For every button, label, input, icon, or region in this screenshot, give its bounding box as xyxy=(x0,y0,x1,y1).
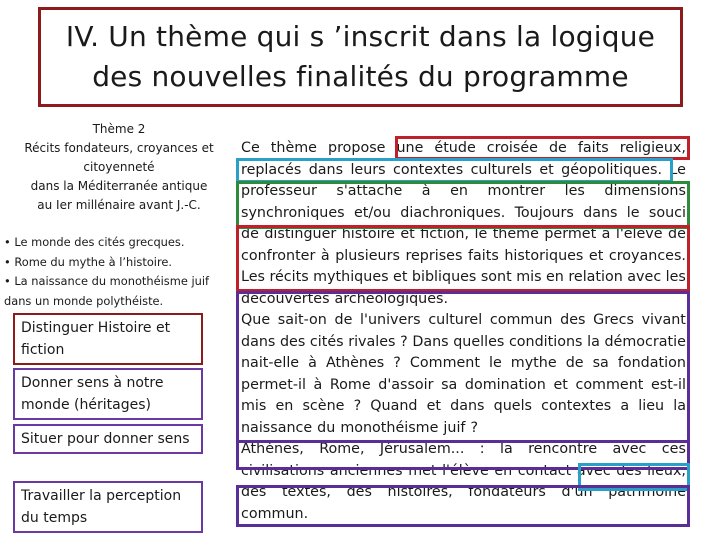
paragraph-word: l'élève xyxy=(442,462,489,479)
objective-box-situate: Situer pour donner sens xyxy=(13,424,203,454)
paragraph-word: historiques xyxy=(504,247,584,264)
paragraph-word: reprises xyxy=(405,247,463,264)
paragraph-word: mythe xyxy=(510,355,557,371)
paragraph-word: de xyxy=(548,140,567,156)
bullet-item: • Rome du mythe à l’histoire. xyxy=(4,254,173,269)
paragraph-word: en xyxy=(275,398,294,414)
theme-heading xyxy=(0,120,238,215)
paragraph-word: fondation xyxy=(617,355,686,371)
paragraph-word: contact xyxy=(517,462,572,479)
theme-title-line: Récits fondateurs, croyances et xyxy=(24,141,214,155)
paragraph-word: a xyxy=(620,398,630,414)
paragraph-word: met xyxy=(408,462,437,479)
paragraph-word: à xyxy=(601,226,611,242)
objective-box-heritage: Donner sens à notre monde (héritages) xyxy=(13,368,203,420)
paragraph-line xyxy=(241,482,686,504)
paragraph-word: Le xyxy=(669,161,686,178)
paragraph-word: dimensions xyxy=(604,183,686,199)
paragraph-line xyxy=(241,203,686,225)
paragraph-word: des xyxy=(560,312,586,328)
paragraph-word: montrer xyxy=(487,183,546,199)
paragraph-word: à xyxy=(313,376,323,393)
paragraph-word: de xyxy=(565,355,584,371)
theme-title-line: dans la Méditerranée antique xyxy=(30,179,208,193)
paragraph-word: avec xyxy=(612,441,647,457)
paragraph-word: lieu xyxy=(638,398,665,414)
paragraph-word: s'attache xyxy=(336,183,403,199)
paragraph-word: croisée xyxy=(486,140,538,156)
paragraph-word: de xyxy=(334,312,353,328)
paragraph-word: rivales xyxy=(348,333,396,350)
paragraph-line xyxy=(241,181,686,203)
theme-number: Thème 2 xyxy=(92,122,146,136)
paragraph-word: de xyxy=(241,226,259,242)
paragraph-line xyxy=(241,332,686,354)
paragraph-word: en xyxy=(450,183,468,199)
paragraph-word: ? xyxy=(393,355,401,371)
paragraph-line xyxy=(241,396,686,418)
paragraph-word: Rome, xyxy=(319,441,365,457)
paragraph-word: Jérusalem... xyxy=(379,441,465,457)
paragraph-word: à xyxy=(421,183,431,199)
paragraph-line xyxy=(241,246,686,268)
paragraph-word: et xyxy=(588,247,604,264)
paragraph-word: sont xyxy=(480,269,512,285)
paragraph-word: fondateurs xyxy=(468,484,546,500)
bullet-item-continuation: dans un monde polythéiste. xyxy=(4,293,164,308)
paragraph-word: est-il xyxy=(650,376,686,393)
paragraph-word: croyances. xyxy=(608,247,686,264)
paragraph-word: et/ou xyxy=(353,204,391,221)
paragraph-word: mythiques xyxy=(313,269,389,285)
paragraph-word: contextes xyxy=(541,398,612,414)
objective-box-history-fiction: Distinguer Histoire et fiction xyxy=(13,313,203,365)
paragraph-word: le xyxy=(474,226,488,242)
theme-title-line: au Ier millénaire avant J.-C. xyxy=(37,198,201,212)
paragraph-word: le xyxy=(488,355,502,371)
paragraph-word: Toujours xyxy=(514,204,574,221)
paragraph-word: mis xyxy=(516,269,542,285)
paragraph-line xyxy=(241,224,686,246)
paragraph-word: culturel xyxy=(428,312,483,328)
main-paragraph xyxy=(241,138,686,525)
paragraph-line xyxy=(241,439,686,461)
paragraph-word: diachroniques. xyxy=(400,204,506,221)
objective-box-time: Travailler la perception du temps xyxy=(13,481,203,533)
bullet-item: • Le monde des cités grecques. xyxy=(4,235,185,249)
paragraph-word: lieux, xyxy=(647,462,686,479)
paragraph-word: du xyxy=(317,419,336,436)
paragraph-word: l'univers xyxy=(360,312,421,328)
paragraph-word: civilisations xyxy=(241,462,325,479)
paragraph-word: conditions xyxy=(508,333,583,350)
paragraph-word: thème xyxy=(492,226,539,242)
paragraph-word: Quand xyxy=(370,398,418,414)
paragraph-word: de xyxy=(668,226,686,242)
paragraph-word: comment xyxy=(575,376,644,393)
paragraph-word: Rome xyxy=(329,376,371,393)
paragraph-word: textes, xyxy=(281,484,331,500)
paragraph-word: commun xyxy=(489,312,553,328)
paragraph-line xyxy=(241,418,686,440)
paragraph-word: juif xyxy=(443,419,466,436)
slide-title-box xyxy=(38,7,683,107)
paragraph-word: des xyxy=(616,462,642,479)
paragraph-word: rencontre xyxy=(528,441,598,457)
paragraph-word: naissance xyxy=(241,419,313,436)
paragraph-word: et xyxy=(393,269,408,285)
paragraph-word: ? xyxy=(470,419,479,436)
paragraph-word: : xyxy=(479,441,485,457)
paragraph-word: archéologiques. xyxy=(334,290,449,307)
paragraph-word: cités xyxy=(309,333,344,350)
paragraph-word: faits xyxy=(467,247,499,264)
theme-bullet-list xyxy=(4,233,240,311)
paragraph-word: religieux, xyxy=(619,140,686,156)
paragraph-word: en xyxy=(546,269,564,285)
paragraph-word: sait-on xyxy=(277,312,327,328)
paragraph-word: et xyxy=(539,161,554,178)
paragraph-word: dans xyxy=(583,204,618,221)
paragraph-word: vivant xyxy=(641,312,686,328)
paragraph-line xyxy=(241,289,686,311)
paragraph-word: Comment xyxy=(409,355,480,371)
paragraph-word: des xyxy=(346,484,372,500)
paragraph-word: scène xyxy=(302,398,345,414)
paragraph-word: Que xyxy=(241,312,271,328)
paragraph-word: le xyxy=(626,204,640,221)
paragraph-word: relation xyxy=(568,269,623,285)
paragraph-word: les xyxy=(665,269,686,285)
paragraph-word: sa xyxy=(441,376,458,393)
paragraph-word: Athènes, xyxy=(241,441,304,457)
paragraph-word: la xyxy=(499,441,513,457)
paragraph-word: histoire xyxy=(341,226,395,242)
paragraph-word: quelles xyxy=(453,333,505,350)
paragraph-line xyxy=(241,461,686,483)
paragraph-word: anciennes xyxy=(329,462,403,479)
paragraph-word: ? xyxy=(400,333,408,350)
paragraph-word: découvertes xyxy=(241,290,330,307)
paragraph-word: d'un xyxy=(561,484,593,500)
slide-title-line-2: des nouvelles finalités du programme xyxy=(92,60,629,93)
paragraph-word: Dans xyxy=(412,333,449,350)
paragraph-line xyxy=(241,138,686,160)
paragraph-word: Grecs xyxy=(593,312,634,328)
paragraph-word: plusieurs xyxy=(335,247,400,264)
paragraph-word: monothéisme xyxy=(340,419,439,436)
paragraph-word: commun. xyxy=(241,505,309,522)
paragraph-word: à xyxy=(320,247,330,264)
paragraph-word: synchroniques xyxy=(241,204,345,221)
paragraph-word: dans xyxy=(450,398,485,414)
paragraph-word: avec xyxy=(576,462,611,479)
paragraph-word: faits xyxy=(577,140,609,156)
paragraph-word: et xyxy=(400,226,415,242)
paragraph-word: récits xyxy=(269,269,309,285)
paragraph-line xyxy=(241,267,686,289)
paragraph-word: domination xyxy=(464,376,546,393)
paragraph-word: contextes xyxy=(393,161,464,178)
paragraph-word: permet-il xyxy=(241,376,306,393)
paragraph-word: bibliques xyxy=(411,269,477,285)
paragraph-word: confronter xyxy=(241,247,316,264)
paragraph-line xyxy=(241,160,686,182)
paragraph-word: des xyxy=(279,333,306,350)
paragraph-word: quels xyxy=(493,398,532,414)
bullet-item: • La naissance du monothéisme juif xyxy=(4,274,210,288)
paragraph-word: la xyxy=(587,333,600,350)
paragraph-word: une xyxy=(396,140,424,156)
paragraph-line xyxy=(241,504,686,526)
paragraph-word: permet xyxy=(544,226,597,242)
paragraph-word: culturels xyxy=(470,161,532,178)
paragraph-word: propose xyxy=(328,140,386,156)
paragraph-word: en xyxy=(494,462,513,479)
paragraph-word: Ce xyxy=(241,140,260,156)
paragraph-word: souci xyxy=(648,204,686,221)
paragraph-line xyxy=(241,353,686,375)
slide-title-line-1: IV. Un thème qui s ’inscrit dans la logique xyxy=(65,20,656,53)
paragraph-word: professeur xyxy=(241,183,317,199)
paragraph-word: mis xyxy=(241,398,267,414)
paragraph-line xyxy=(241,310,686,332)
paragraph-word: d'assoir xyxy=(378,376,434,393)
paragraph-word: replacés xyxy=(241,161,302,178)
paragraph-word: leurs xyxy=(350,161,386,178)
paragraph-word: dans xyxy=(308,161,344,178)
paragraph-word: Les xyxy=(241,269,265,285)
paragraph-word: thème xyxy=(270,140,317,156)
paragraph-line xyxy=(241,375,686,397)
paragraph-word: ces xyxy=(661,441,686,457)
paragraph-word: des xyxy=(241,484,267,500)
paragraph-word: à xyxy=(308,355,317,371)
paragraph-word: avec xyxy=(627,269,662,285)
paragraph-word: et xyxy=(553,376,568,393)
paragraph-word: étude xyxy=(434,140,476,156)
paragraph-word: démocratie xyxy=(604,333,686,350)
paragraph-word: sa xyxy=(592,355,609,371)
paragraph-word: les xyxy=(564,183,585,199)
paragraph-word: dans xyxy=(241,333,276,350)
theme-title-line: citoyenneté xyxy=(83,160,155,174)
paragraph-word: Athènes xyxy=(325,355,385,371)
paragraph-word: fiction, xyxy=(420,226,470,242)
paragraph-word: la xyxy=(673,398,686,414)
paragraph-word: nait-elle xyxy=(241,355,300,371)
paragraph-word: ? xyxy=(353,398,362,414)
paragraph-word: l'élève xyxy=(615,226,663,242)
paragraph-word: géopolitiques. xyxy=(561,161,663,178)
paragraph-word: histoires, xyxy=(387,484,453,500)
paragraph-word: et xyxy=(426,398,442,414)
paragraph-word: patrimoine xyxy=(608,484,686,500)
paragraph-word: distinguer xyxy=(264,226,337,242)
